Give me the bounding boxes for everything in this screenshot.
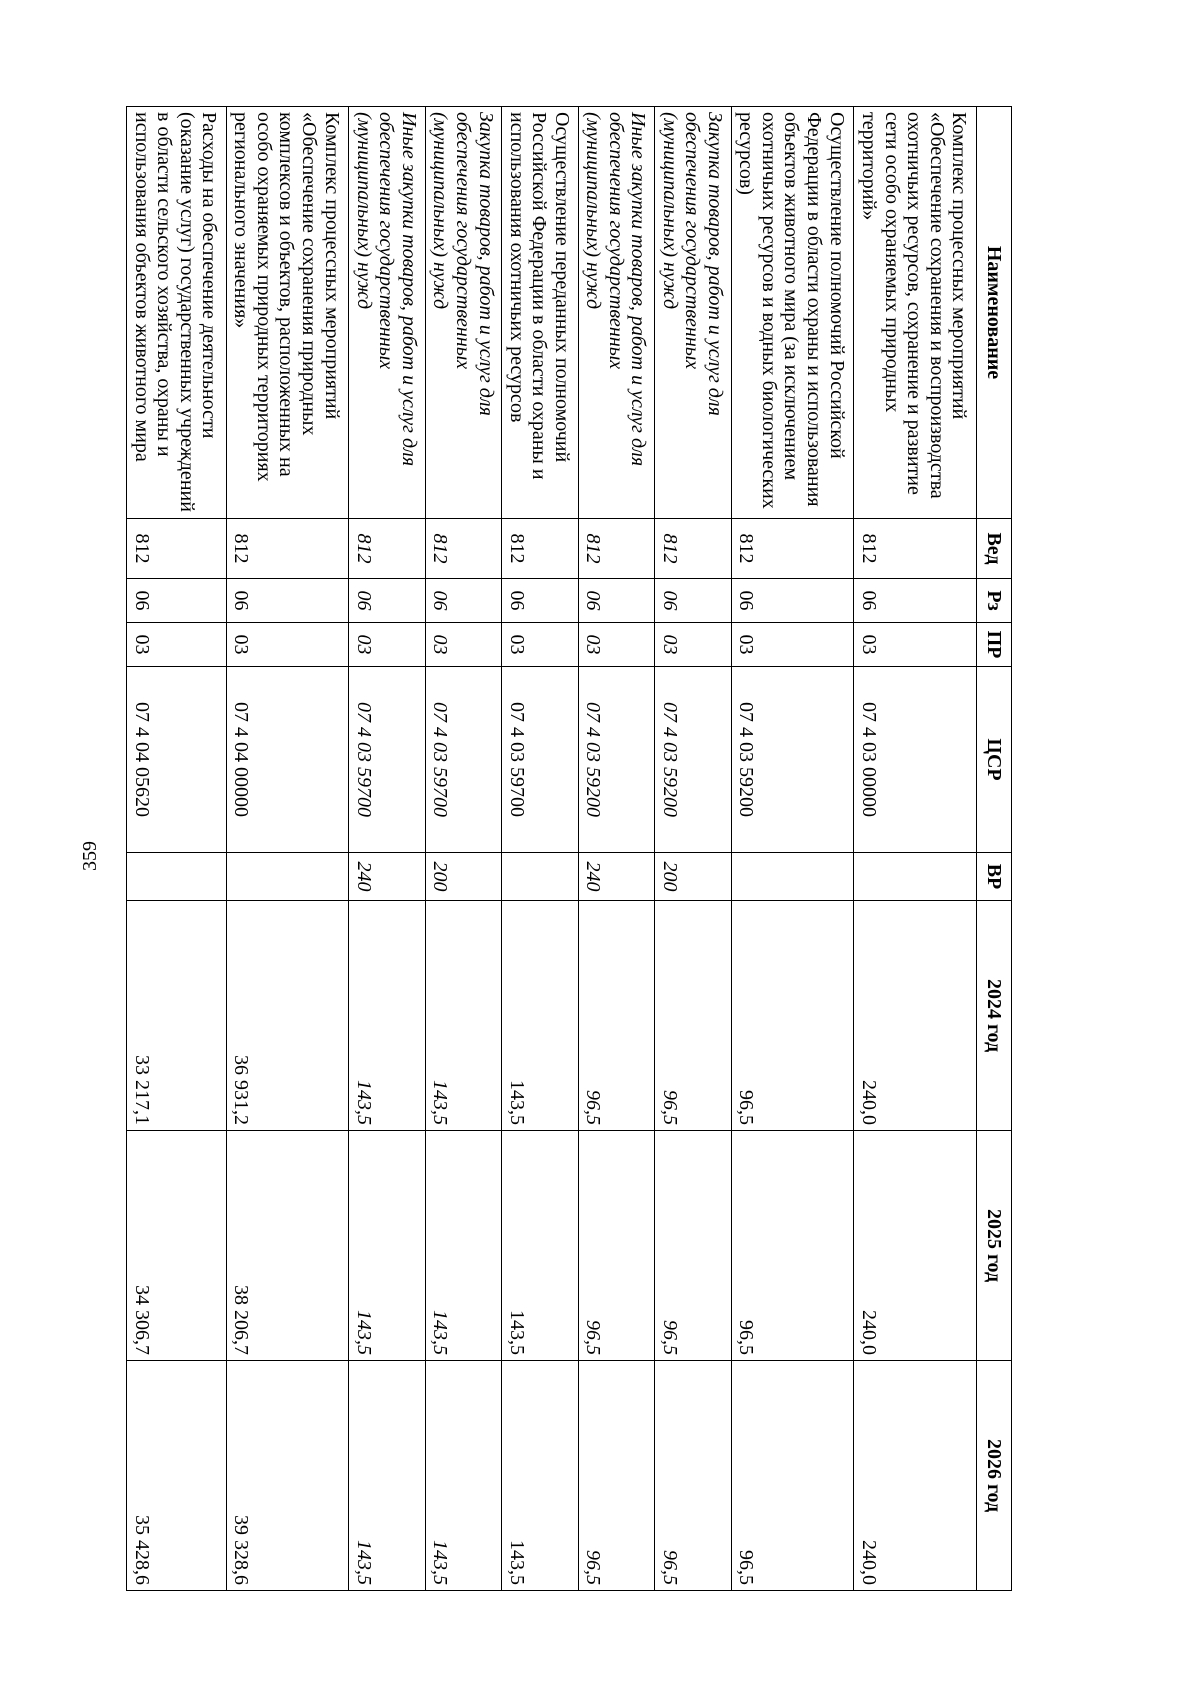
cell-ved: 812 [854,519,977,579]
cell-2025: 143,5 [502,1131,578,1361]
cell-csr: 07 4 03 59200 [578,667,654,853]
cell-vr [226,853,349,901]
cell-rz: 06 [655,579,731,623]
cell-2026: 240,0 [854,1361,977,1591]
table-row [349,107,425,1591]
cell-name: Закупка товаров, работ и услуг для обеспечения государственных (муниципальных) нужд [425,107,501,519]
cell-2026: 35 428,6 [127,1361,227,1591]
cell-2026: 143,5 [425,1361,501,1591]
table-body [127,107,977,1591]
cell-name: Расходы на обеспечение деятельности (оказание услуг) государственных учреждений в области сельского хозяйства, охраны и использования объектов животного мира [127,107,227,519]
header-rz: Рз [977,579,1012,623]
cell-2024: 96,5 [731,901,854,1131]
cell-pr: 03 [349,623,425,667]
cell-csr: 07 4 03 00000 [854,667,977,853]
cell-ved: 812 [226,519,349,579]
cell-pr: 03 [425,623,501,667]
table-header [977,107,1012,1591]
cell-vr [127,853,227,901]
page-number: 359 [78,841,101,871]
cell-2026: 96,5 [731,1361,854,1591]
cell-name: Закупка товаров, работ и услуг для обеспечения государственных (муниципальных) нужд [655,107,731,519]
cell-csr: 07 4 03 59700 [349,667,425,853]
cell-ved: 812 [127,519,227,579]
cell-2024: 240,0 [854,901,977,1131]
cell-pr: 03 [502,623,578,667]
cell-name: Иные закупки товаров, работ и услуг для обеспечения государственных (муниципальных) нужд [578,107,654,519]
cell-ved: 812 [578,519,654,579]
table-row [502,107,578,1591]
cell-ved: 812 [502,519,578,579]
cell-2025: 143,5 [425,1131,501,1361]
cell-2024: 143,5 [349,901,425,1131]
cell-csr: 07 4 03 59200 [731,667,854,853]
cell-ved: 812 [731,519,854,579]
cell-name: Комплекс процессных мероприятий «Обеспечение сохранения и воспроизводства охотничьих ресурсов, сохранение и развитие сети особо охраняемых природных территорий» [854,107,977,519]
cell-name: Комплекс процессных мероприятий «Обеспечение сохранения природных комплексов и объектов, расположенных на особо охраняемых природных территориях регионального значения» [226,107,349,519]
cell-pr: 03 [854,623,977,667]
cell-rz: 06 [425,579,501,623]
cell-pr: 03 [127,623,227,667]
cell-rz: 06 [854,579,977,623]
header-csr: ЦСР [977,667,1012,853]
cell-pr: 03 [731,623,854,667]
cell-pr: 03 [655,623,731,667]
cell-2024: 96,5 [578,901,654,1131]
cell-2025: 38 206,7 [226,1131,349,1361]
cell-vr [731,853,854,901]
cell-2025: 240,0 [854,1131,977,1361]
cell-vr [502,853,578,901]
cell-2026: 96,5 [578,1361,654,1591]
table-row [127,107,227,1591]
table-row [731,107,854,1591]
cell-2024: 33 217,1 [127,901,227,1131]
cell-2025: 96,5 [731,1131,854,1361]
cell-csr: 07 4 03 59200 [655,667,731,853]
cell-csr: 07 4 03 59700 [502,667,578,853]
table-row [655,107,731,1591]
header-pr: ПР [977,623,1012,667]
cell-name: Осуществление полномочий Российской Федерации в области охраны и использования объектов животного мира (за исключением охотничьих ресурсов и водных биологических ресурсов) [731,107,854,519]
cell-rz: 06 [731,579,854,623]
cell-vr: 200 [425,853,501,901]
cell-rz: 06 [127,579,227,623]
header-2026: 2026 год [977,1361,1012,1591]
cell-vr: 200 [655,853,731,901]
cell-2025: 96,5 [578,1131,654,1361]
table-row [226,107,349,1591]
cell-2026: 96,5 [655,1361,731,1591]
cell-2025: 143,5 [349,1131,425,1361]
cell-csr: 07 4 04 00000 [226,667,349,853]
cell-rz: 06 [502,579,578,623]
cell-ved: 812 [655,519,731,579]
cell-pr: 03 [226,623,349,667]
cell-2024: 36 931,2 [226,901,349,1131]
cell-ved: 812 [425,519,501,579]
cell-2026: 39 328,6 [226,1361,349,1591]
cell-vr: 240 [349,853,425,901]
cell-csr: 07 4 03 59700 [425,667,501,853]
cell-vr: 240 [578,853,654,901]
cell-csr: 07 4 04 05620 [127,667,227,853]
cell-rz: 06 [349,579,425,623]
cell-vr [854,853,977,901]
cell-rz: 06 [578,579,654,623]
header-vr: ВР [977,853,1012,901]
table-row [425,107,501,1591]
cell-ved: 812 [349,519,425,579]
rotated-page-content [126,106,1012,1590]
header-2024: 2024 год [977,901,1012,1131]
cell-rz: 06 [226,579,349,623]
table-row [578,107,654,1591]
budget-table [126,106,1012,1591]
cell-2025: 96,5 [655,1131,731,1361]
cell-pr: 03 [578,623,654,667]
cell-name: Иные закупки товаров, работ и услуг для обеспечения государственных (муниципальных) нужд [349,107,425,519]
cell-2025: 34 306,7 [127,1131,227,1361]
cell-name: Осуществление переданных полномочий Российской Федерации в области охраны и использования охотничьих ресурсов [502,107,578,519]
cell-2026: 143,5 [502,1361,578,1591]
cell-2024: 143,5 [425,901,501,1131]
header-name: Наименование [977,107,1012,519]
cell-2026: 143,5 [349,1361,425,1591]
header-2025: 2025 год [977,1131,1012,1361]
cell-2024: 96,5 [655,901,731,1131]
header-ved: Вед [977,519,1012,579]
table-row [854,107,977,1591]
cell-2024: 143,5 [502,901,578,1131]
